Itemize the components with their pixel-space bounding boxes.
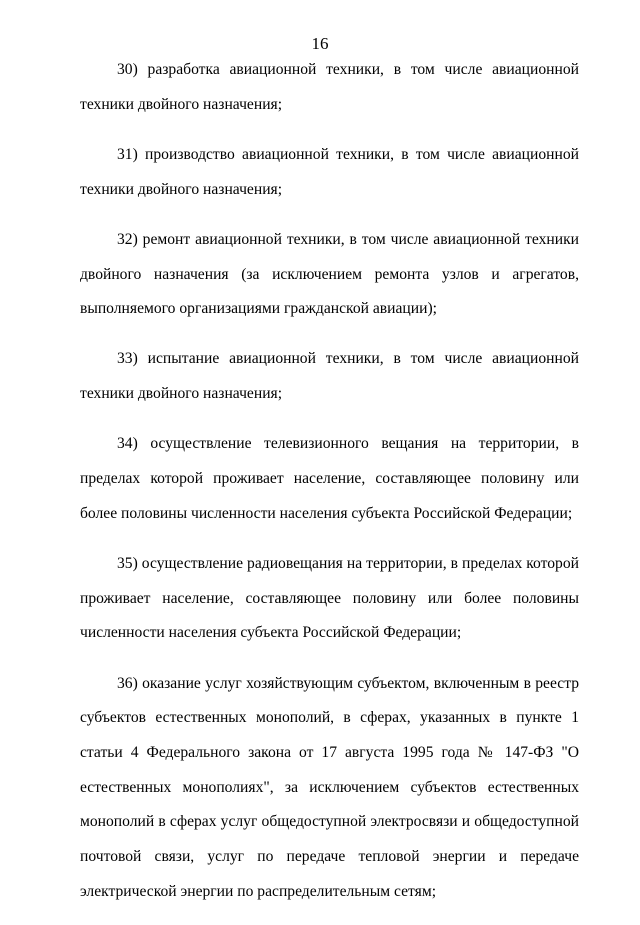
list-item-31: 31) производство авиационной техники, в том числе авиационной техники двойного назначения; — [80, 145, 579, 198]
list-item-30: 30) разработка авиационной техники, в том числе авиационной техники двойного назначения; — [80, 61, 579, 113]
page-number: 16 — [311, 34, 329, 53]
list-item-34: 34) осуществление телевизионного вещания на территории, в пределах которой проживает население, составляющее половину или более половины численности населения субъекта Российской Федерации; — [80, 435, 579, 522]
list-item-35: 35) осуществление радиовещания на территории, в пределах которой проживает население, составляющее половину или более половины численности населения субъекта Российской Федерации; — [80, 554, 579, 642]
document-body — [80, 53, 579, 925]
list-item-36: 36) оказание услуг хозяйствующим субъектом, включенным в реестр субъектов естественных монополий, в сферах, указанных в пункте 1 статьи 4 Федерального закона от 17 августа 1995 года № 147-ФЗ "О естественных монополиях", за исключением субъектов естественных монополий в сферах услуг общедоступной электросвязи и общедоступной почтовой связи, услуг по передаче тепловой энергии и передаче электрической энергии по распределительным сетям; — [80, 674, 579, 900]
list-item-32: 32) ремонт авиационной техники, в том числе авиационной техники двойного назначения (за исключением ремонта узлов и агрегатов, выполняемого организациями гражданской авиации); — [80, 230, 579, 318]
list-item-33: 33) испытание авиационной техники, в том числе авиационной техники двойного назначения; — [80, 350, 579, 403]
